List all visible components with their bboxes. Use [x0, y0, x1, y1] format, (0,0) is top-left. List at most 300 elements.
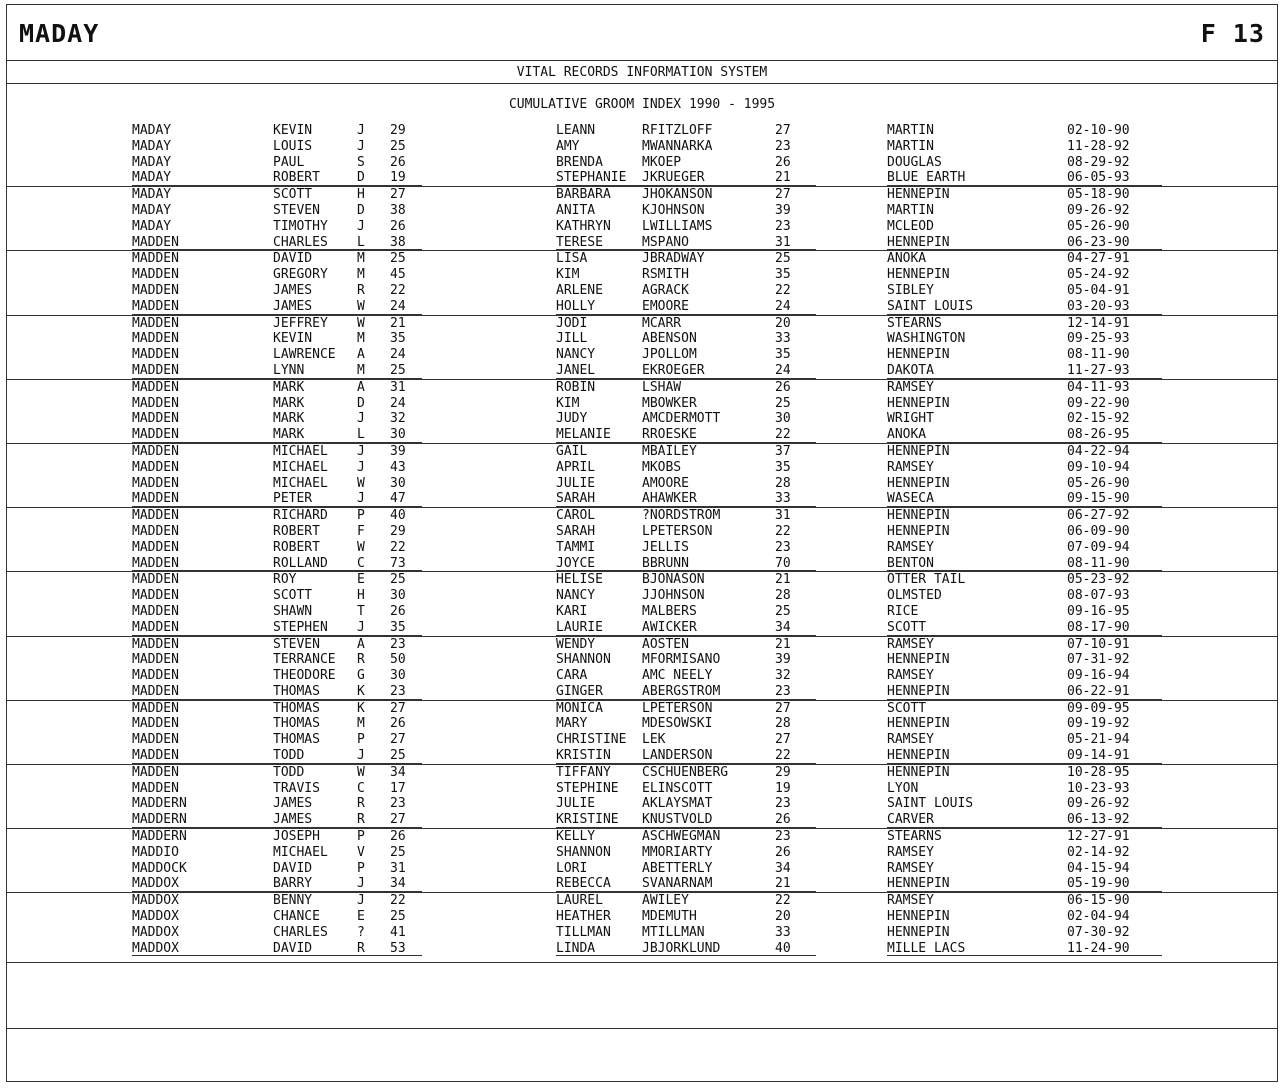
groom-middle-initial: D — [357, 395, 365, 411]
marriage-date: 07-09-94 — [1067, 539, 1130, 555]
groom-first-name: LAWRENCE — [273, 347, 336, 363]
bride-surname: KNUSTVOLD — [642, 812, 713, 828]
table-row — [7, 203, 1277, 219]
marriage-date: 06-05-93 — [1067, 170, 1130, 186]
county: ANOKA — [887, 251, 927, 267]
marriage-date: 04-15-94 — [1067, 860, 1130, 876]
bride-age: 21 — [775, 636, 791, 652]
groom-first-name: JAMES — [273, 298, 313, 314]
bride-surname: LPETERSON — [642, 700, 713, 716]
county: SAINT LOUIS — [887, 796, 974, 812]
table-row — [7, 170, 1277, 186]
table-row — [7, 411, 1277, 427]
groom-age: 38 — [390, 202, 406, 218]
bride-age: 23 — [775, 539, 791, 555]
bride-surname: MKOEP — [642, 154, 682, 170]
groom-middle-initial: R — [357, 282, 365, 298]
groom-middle-initial: P — [357, 508, 365, 524]
bride-age: 21 — [775, 572, 791, 588]
county: BLUE EARTH — [887, 170, 966, 186]
bride-age: 20 — [775, 909, 791, 925]
groom-age: 26 — [390, 218, 406, 234]
groom-age: 25 — [390, 362, 406, 378]
groom-age: 26 — [390, 716, 406, 732]
bride-surname: MALBERS — [642, 603, 697, 619]
groom-middle-initial: P — [357, 829, 365, 845]
table-row — [7, 556, 1277, 572]
bride-first-name: SARAH — [556, 523, 596, 539]
groom-first-name: ROLLAND — [273, 555, 328, 571]
bride-surname: MKOBS — [642, 459, 682, 475]
county: MILLE LACS — [887, 940, 966, 956]
bride-surname: LEK — [642, 732, 666, 748]
groom-middle-initial: S — [357, 154, 365, 170]
groom-first-name: THOMAS — [273, 732, 320, 748]
county: ANOKA — [887, 427, 927, 443]
groom-surname: MADDEN — [132, 539, 179, 555]
bride-first-name: ROBIN — [556, 379, 596, 395]
bride-age: 26 — [775, 154, 791, 170]
groom-first-name: ROBERT — [273, 170, 320, 186]
groom-first-name: SCOTT — [273, 588, 313, 604]
groom-surname: MADAY — [132, 187, 172, 203]
marriage-date: 07-10-91 — [1067, 636, 1130, 652]
groom-middle-initial: F — [357, 523, 365, 539]
groom-first-name: JAMES — [273, 796, 313, 812]
bride-first-name: KIM — [556, 267, 580, 283]
groom-surname: MADDEN — [132, 491, 179, 507]
groom-surname: MADDEN — [132, 234, 179, 250]
county: RAMSEY — [887, 893, 934, 909]
groom-first-name: JAMES — [273, 812, 313, 828]
bride-surname: CSCHUENBERG — [642, 764, 729, 780]
county: RAMSEY — [887, 844, 934, 860]
groom-surname: MADAY — [132, 138, 172, 154]
table-row — [7, 155, 1277, 171]
table-row — [7, 732, 1277, 748]
groom-age: 27 — [390, 732, 406, 748]
groom-first-name: MICHAEL — [273, 844, 328, 860]
bride-age: 22 — [775, 523, 791, 539]
marriage-date: 08-29-92 — [1067, 154, 1130, 170]
bride-surname: RFITZLOFF — [642, 123, 713, 138]
bride-surname: AKLAYSMAT — [642, 796, 713, 812]
bride-first-name: ANITA — [556, 202, 596, 218]
groom-middle-initial: R — [357, 652, 365, 668]
marriage-date: 04-27-91 — [1067, 251, 1130, 267]
table-row — [7, 764, 1277, 781]
bride-surname: AOSTEN — [642, 636, 689, 652]
bride-age: 23 — [775, 138, 791, 154]
groom-surname: MADDEN — [132, 636, 179, 652]
groom-first-name: MARK — [273, 411, 305, 427]
marriage-date: 07-31-92 — [1067, 652, 1130, 668]
bride-first-name: TILLMAN — [556, 924, 611, 940]
marriage-date: 08-17-90 — [1067, 619, 1130, 635]
groom-age: 24 — [390, 298, 406, 314]
bride-first-name: KRISTINE — [556, 812, 619, 828]
bride-first-name: NANCY — [556, 588, 596, 604]
groom-age: 25 — [390, 748, 406, 764]
groom-surname: MADDOX — [132, 909, 179, 925]
groom-surname: MADDEN — [132, 475, 179, 491]
county: CARVER — [887, 812, 934, 828]
bride-first-name: CHRISTINE — [556, 732, 627, 748]
marriage-date: 06-13-92 — [1067, 812, 1130, 828]
table-row — [7, 491, 1277, 507]
county: HENNEPIN — [887, 475, 950, 491]
bride-age: 25 — [775, 603, 791, 619]
bride-first-name: MARY — [556, 716, 588, 732]
table-row — [7, 620, 1277, 636]
groom-surname: MADDEN — [132, 619, 179, 635]
groom-middle-initial: L — [357, 234, 365, 250]
groom-surname: MADDOX — [132, 940, 179, 956]
table-row — [7, 876, 1277, 892]
groom-first-name: DAVID — [273, 940, 313, 956]
bride-age: 33 — [775, 924, 791, 940]
bride-first-name: JILL — [556, 331, 588, 347]
groom-first-name: THOMAS — [273, 716, 320, 732]
groom-first-name: DAVID — [273, 860, 313, 876]
bride-age: 35 — [775, 459, 791, 475]
bride-first-name: NANCY — [556, 347, 596, 363]
bride-age: 21 — [775, 170, 791, 186]
groom-middle-initial: J — [357, 123, 365, 138]
groom-middle-initial: ? — [357, 924, 365, 940]
header-surname: MADAY — [19, 19, 100, 48]
bride-age: 26 — [775, 812, 791, 828]
county: HENNEPIN — [887, 443, 950, 459]
groom-surname: MADDEN — [132, 427, 179, 443]
groom-middle-initial: M — [357, 267, 365, 283]
bride-surname: RROESKE — [642, 427, 697, 443]
bride-age: 22 — [775, 427, 791, 443]
bride-age: 23 — [775, 218, 791, 234]
groom-age: 23 — [390, 636, 406, 652]
groom-middle-initial: P — [357, 860, 365, 876]
table-row — [7, 700, 1277, 717]
bride-age: 31 — [775, 508, 791, 524]
groom-age: 29 — [390, 123, 406, 138]
groom-middle-initial: A — [357, 379, 365, 395]
groom-middle-initial: J — [357, 748, 365, 764]
bride-first-name: APRIL — [556, 459, 596, 475]
bride-first-name: TIFFANY — [556, 764, 611, 780]
bride-first-name: LORI — [556, 860, 588, 876]
title-divider — [7, 83, 1277, 84]
bride-surname: ABETTERLY — [642, 860, 713, 876]
table-row — [7, 139, 1277, 155]
table-row — [7, 909, 1277, 925]
groom-age: 30 — [390, 427, 406, 443]
groom-age: 31 — [390, 379, 406, 395]
bride-first-name: GINGER — [556, 683, 603, 699]
bride-age: 28 — [775, 475, 791, 491]
bride-first-name: JOYCE — [556, 555, 596, 571]
groom-first-name: PETER — [273, 491, 313, 507]
bride-surname: LSHAW — [642, 379, 682, 395]
groom-first-name: PAUL — [273, 154, 305, 170]
groom-first-name: JOSEPH — [273, 829, 320, 845]
bride-age: 40 — [775, 940, 791, 956]
bride-surname: LWILLIAMS — [642, 218, 713, 234]
groom-middle-initial: R — [357, 940, 365, 956]
footer-divider-2 — [7, 1028, 1277, 1029]
county: LYON — [887, 780, 919, 796]
groom-first-name: GREGORY — [273, 267, 328, 283]
marriage-date: 12-27-91 — [1067, 829, 1130, 845]
county: RAMSEY — [887, 636, 934, 652]
groom-surname: MADDEN — [132, 523, 179, 539]
footer-divider-1 — [7, 962, 1277, 963]
groom-age: 45 — [390, 267, 406, 283]
groom-age: 22 — [390, 539, 406, 555]
marriage-date: 11-28-92 — [1067, 138, 1130, 154]
marriage-date: 02-15-92 — [1067, 411, 1130, 427]
bride-age: 31 — [775, 234, 791, 250]
bride-surname: AHAWKER — [642, 491, 697, 507]
groom-age: 27 — [390, 187, 406, 203]
groom-age: 35 — [390, 331, 406, 347]
groom-surname: MADDEN — [132, 362, 179, 378]
bride-age: 28 — [775, 588, 791, 604]
marriage-date: 10-28-95 — [1067, 764, 1130, 780]
table-row — [7, 540, 1277, 556]
groom-surname: MADDEN — [132, 508, 179, 524]
groom-middle-initial: J — [357, 459, 365, 475]
bride-age: 25 — [775, 251, 791, 267]
bride-surname: MDEMUTH — [642, 909, 697, 925]
marriage-date: 09-22-90 — [1067, 395, 1130, 411]
marriage-date: 05-24-92 — [1067, 267, 1130, 283]
groom-surname: MADDEN — [132, 459, 179, 475]
groom-middle-initial: E — [357, 909, 365, 925]
bride-surname: JELLIS — [642, 539, 689, 555]
bride-surname: ?NORDSTROM — [642, 508, 721, 524]
table-row — [7, 267, 1277, 283]
table-row — [7, 524, 1277, 540]
groom-middle-initial: H — [357, 588, 365, 604]
table-row — [7, 347, 1277, 363]
marriage-date: 04-11-93 — [1067, 379, 1130, 395]
bride-surname: AMOORE — [642, 475, 689, 491]
groom-first-name: SCOTT — [273, 187, 313, 203]
table-row — [7, 636, 1277, 653]
marriage-date: 08-07-93 — [1067, 588, 1130, 604]
marriage-date: 05-21-94 — [1067, 732, 1130, 748]
county: HENNEPIN — [887, 508, 950, 524]
groom-surname: MADDEN — [132, 588, 179, 604]
bride-surname: JHOKANSON — [642, 187, 713, 203]
groom-first-name: CHARLES — [273, 234, 328, 250]
bride-first-name: JANEL — [556, 362, 596, 378]
groom-surname: MADDEN — [132, 347, 179, 363]
groom-middle-initial: P — [357, 732, 365, 748]
groom-first-name: JAMES — [273, 282, 313, 298]
marriage-date: 02-04-94 — [1067, 909, 1130, 925]
county: STEARNS — [887, 829, 942, 845]
marriage-date: 06-23-90 — [1067, 234, 1130, 250]
county: HENNEPIN — [887, 347, 950, 363]
bride-surname: JBJORKLUND — [642, 940, 721, 956]
county: SCOTT — [887, 700, 927, 716]
groom-surname: MADDOX — [132, 893, 179, 909]
groom-middle-initial: J — [357, 138, 365, 154]
bride-first-name: HELISE — [556, 572, 603, 588]
county: RICE — [887, 603, 919, 619]
groom-middle-initial: M — [357, 251, 365, 267]
marriage-date: 09-15-90 — [1067, 491, 1130, 507]
table-row — [7, 604, 1277, 620]
groom-first-name: CHANCE — [273, 909, 320, 925]
system-title: VITAL RECORDS INFORMATION SYSTEM — [516, 65, 768, 80]
groom-middle-initial: C — [357, 780, 365, 796]
groom-first-name: MICHAEL — [273, 443, 328, 459]
groom-surname: MADAY — [132, 123, 172, 138]
table-row — [7, 379, 1277, 396]
groom-middle-initial: D — [357, 170, 365, 186]
table-row — [7, 219, 1277, 235]
bride-first-name: REBECCA — [556, 876, 611, 892]
groom-first-name: STEVEN — [273, 202, 320, 218]
groom-surname: MADDEN — [132, 683, 179, 699]
groom-surname: MADDEN — [132, 603, 179, 619]
bride-surname: MCARR — [642, 315, 682, 331]
groom-first-name: MARK — [273, 427, 305, 443]
county: SIBLEY — [887, 282, 934, 298]
bride-age: 37 — [775, 443, 791, 459]
table-row — [7, 571, 1277, 588]
county: RAMSEY — [887, 860, 934, 876]
county: RAMSEY — [887, 668, 934, 684]
county: MARTIN — [887, 202, 934, 218]
county: HENNEPIN — [887, 267, 950, 283]
bride-first-name: CARA — [556, 668, 588, 684]
bride-first-name: MONICA — [556, 700, 603, 716]
groom-surname: MADDEN — [132, 555, 179, 571]
marriage-date: 07-30-92 — [1067, 924, 1130, 940]
marriage-date: 09-14-91 — [1067, 748, 1130, 764]
group-underline — [556, 955, 816, 956]
bride-first-name: HOLLY — [556, 298, 596, 314]
county: MARTIN — [887, 138, 934, 154]
county: OLMSTED — [887, 588, 942, 604]
county: HENNEPIN — [887, 652, 950, 668]
groom-surname: MADDOX — [132, 876, 179, 892]
bride-first-name: AMY — [556, 138, 580, 154]
bride-first-name: GAIL — [556, 443, 588, 459]
county: RAMSEY — [887, 459, 934, 475]
groom-surname: MADDEN — [132, 395, 179, 411]
groom-age: 30 — [390, 475, 406, 491]
county: SAINT LOUIS — [887, 298, 974, 314]
groom-first-name: KEVIN — [273, 123, 313, 138]
marriage-date: 05-19-90 — [1067, 876, 1130, 892]
table-row — [7, 668, 1277, 684]
groom-age: 25 — [390, 138, 406, 154]
groom-surname: MADDEN — [132, 700, 179, 716]
groom-first-name: MICHAEL — [273, 475, 328, 491]
groom-surname: MADDEN — [132, 315, 179, 331]
marriage-date: 09-26-92 — [1067, 796, 1130, 812]
marriage-date: 09-16-95 — [1067, 603, 1130, 619]
groom-surname: MADDEN — [132, 298, 179, 314]
county: OTTER TAIL — [887, 572, 966, 588]
groom-age: 19 — [390, 170, 406, 186]
marriage-date: 06-15-90 — [1067, 893, 1130, 909]
groom-middle-initial: H — [357, 187, 365, 203]
marriage-date: 09-19-92 — [1067, 716, 1130, 732]
county: MARTIN — [887, 123, 934, 138]
table-row — [7, 796, 1277, 812]
groom-first-name: MARK — [273, 379, 305, 395]
groom-age: 22 — [390, 282, 406, 298]
bride-surname: JKRUEGER — [642, 170, 705, 186]
county: HENNEPIN — [887, 234, 950, 250]
table-row — [7, 588, 1277, 604]
county: HENNEPIN — [887, 395, 950, 411]
table-row — [7, 812, 1277, 828]
groom-middle-initial: A — [357, 347, 365, 363]
groom-age: 23 — [390, 683, 406, 699]
bride-surname: MMORIARTY — [642, 844, 713, 860]
bride-first-name: ARLENE — [556, 282, 603, 298]
groom-first-name: LOUIS — [273, 138, 313, 154]
bride-age: 24 — [775, 298, 791, 314]
groom-middle-initial: W — [357, 539, 365, 555]
groom-surname: MADDEN — [132, 282, 179, 298]
bride-age: 27 — [775, 123, 791, 138]
bride-surname: ABENSON — [642, 331, 697, 347]
groom-age: 24 — [390, 347, 406, 363]
groom-surname: MADDEN — [132, 732, 179, 748]
page-header — [7, 5, 1277, 61]
bride-first-name: KIM — [556, 395, 580, 411]
bride-first-name: KRISTIN — [556, 748, 611, 764]
groom-first-name: CHARLES — [273, 924, 328, 940]
groom-middle-initial: K — [357, 683, 365, 699]
groom-age: 27 — [390, 812, 406, 828]
county: DOUGLAS — [887, 154, 942, 170]
bride-first-name: JODI — [556, 315, 588, 331]
table-row — [7, 235, 1277, 251]
groom-first-name: STEVEN — [273, 636, 320, 652]
groom-first-name: MARK — [273, 395, 305, 411]
groom-age: 17 — [390, 780, 406, 796]
groom-surname: MADDEN — [132, 652, 179, 668]
table-row — [7, 363, 1277, 379]
marriage-date: 04-22-94 — [1067, 443, 1130, 459]
bride-surname: ASCHWEGMAN — [642, 829, 721, 845]
table-row — [7, 828, 1277, 845]
bride-surname: EMOORE — [642, 298, 689, 314]
groom-first-name: JEFFREY — [273, 315, 328, 331]
groom-first-name: ROBERT — [273, 539, 320, 555]
groom-middle-initial: W — [357, 315, 365, 331]
bride-surname: MTILLMAN — [642, 924, 705, 940]
county: HENNEPIN — [887, 683, 950, 699]
marriage-date: 11-24-90 — [1067, 940, 1130, 956]
groom-age: 50 — [390, 652, 406, 668]
bride-age: 34 — [775, 860, 791, 876]
groom-age: 39 — [390, 443, 406, 459]
bride-first-name: LAUREL — [556, 893, 603, 909]
groom-age: 73 — [390, 555, 406, 571]
group-underline — [887, 955, 1162, 956]
groom-surname: MADDEN — [132, 411, 179, 427]
groom-first-name: SHAWN — [273, 603, 313, 619]
